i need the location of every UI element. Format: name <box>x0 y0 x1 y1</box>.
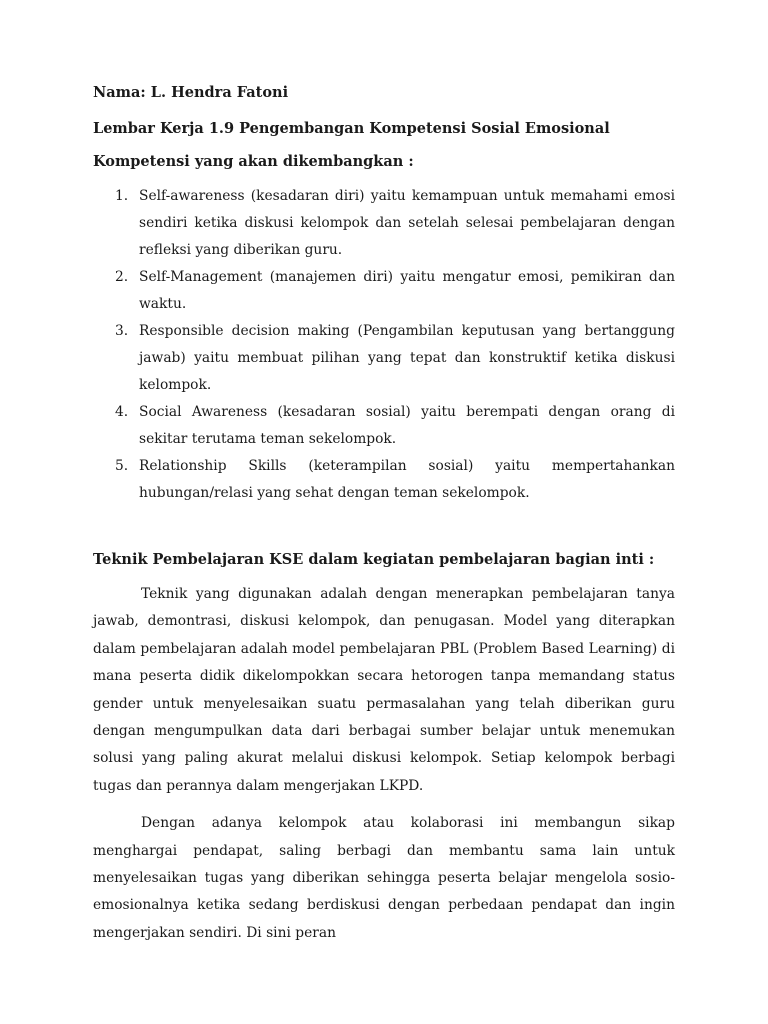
list-item <box>93 183 675 264</box>
name-line: Nama: L. Hendra Fatoni <box>93 84 289 101</box>
technique-heading: Teknik Pembelajaran KSE dalam kegiatan pembelajaran bagian inti : <box>93 551 655 568</box>
list-item <box>93 453 675 507</box>
list-item <box>93 318 675 399</box>
paragraph-collaboration: Dengan adanya kelompok atau kolaborasi ini membangun sikap menghargai pendapat, saling berbagi dan membantu sama lain untuk menyelesaikan tugas yang diberikan sehingga peserta belajar mengelola sosio-emosionalnya ketika sedang berdiskusi dengan perbedaan pendapat dan ingin mengerjakan sendiri. Di sini peran <box>93 815 675 941</box>
list-item-number: 5. <box>115 458 129 474</box>
document-title: Lembar Kerja 1.9 Pengembangan Kompetensi Sosial Emosional <box>93 120 610 137</box>
list-item-text: Responsible decision making (Pengambilan keputusan yang bertanggung jawab) yaitu membuat pilihan yang tepat dan konstruktif ketika diskusi kelompok. <box>139 323 675 393</box>
list-item-number: 4. <box>115 404 129 420</box>
list-item-number: 1. <box>115 188 129 204</box>
list-item <box>93 399 675 453</box>
competency-heading: Kompetensi yang akan dikembangkan : <box>93 153 414 170</box>
list-item-text: Self-awareness (kesadaran diri) yaitu kemampuan untuk memahami emosi sendiri ketika diskusi kelompok dan setelah selesai pembelajaran dengan refleksi yang diberikan guru. <box>139 188 675 258</box>
list-item-text: Social Awareness (kesadaran sosial) yaitu berempati dengan orang di sekitar terutama teman sekelompok. <box>139 404 675 447</box>
list-item-text: Relationship Skills (keterampilan sosial) yaitu mempertahankan hubungan/relasi yang sehat dengan teman sekelompok. <box>139 458 675 501</box>
list-item <box>93 264 675 318</box>
document-page <box>93 84 675 947</box>
paragraph-technique: Teknik yang digunakan adalah dengan menerapkan pembelajaran tanya jawab, demontrasi, diskusi kelompok, dan penugasan. Model yang diterapkan dalam pembelajaran adalah model pembelajaran PBL (Problem Based Learning) di mana peserta didik dikelompokkan secara hetorogen tanpa memandang status gender untuk menyelesaikan suatu permasalahan yang telah diberikan guru dengan mengumpulkan data dari berbagai sumber belajar untuk menemukan solusi yang paling akurat melalui diskusi kelompok. Setiap kelompok berbagi tugas dan perannya dalam mengerjakan LKPD. <box>93 586 675 794</box>
list-item-number: 3. <box>115 323 129 339</box>
list-item-text: Self-Management (manajemen diri) yaitu mengatur emosi, pemikiran dan waktu. <box>139 269 675 312</box>
competency-list <box>93 183 675 507</box>
list-item-number: 2. <box>115 269 129 285</box>
